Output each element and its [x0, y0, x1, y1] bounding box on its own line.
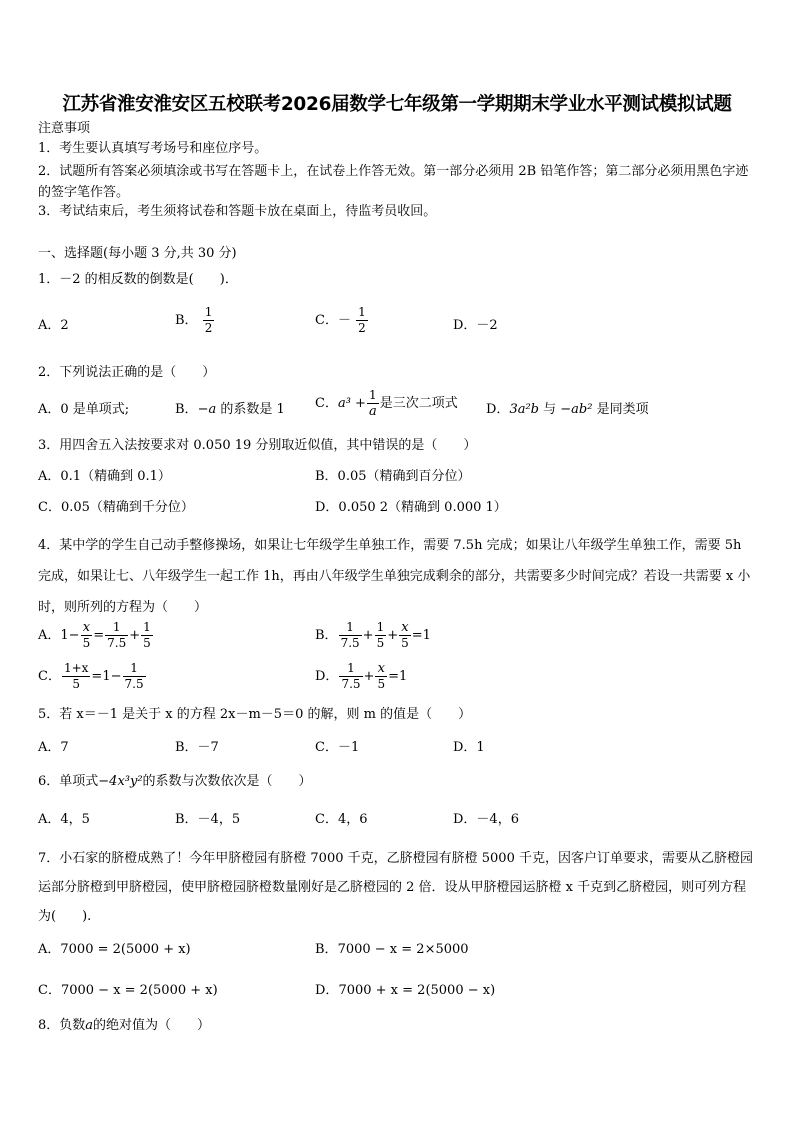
q7-option-c: C．7000 − x = 2(5000 + x) — [38, 983, 218, 998]
q5-option-c: C．－1 — [315, 740, 360, 755]
page-title: 江苏省淮安淮安区五校联考2026届数学七年级第一学期期末学业水平测试模拟试题 — [62, 94, 732, 115]
q7-option-d: D．7000 + x = 2(5000 − x) — [315, 983, 496, 998]
q6-option-b: B．－4，5 — [175, 812, 241, 827]
q7-option-b: B．7000 − x = 2×5000 — [315, 942, 469, 957]
q2-option-a: A．0 是单项式; — [38, 402, 130, 417]
q1-b-fraction: $\frac{1}{2}$ — [204, 305, 213, 335]
note-3: 3．考试结束后，考生须将试卷和答题卡放在桌面上，待监考员收回。 — [38, 204, 437, 219]
q1-c-label: C．－ — [315, 313, 351, 328]
note-1: 1．考生要认真填写考场号和座位序号。 — [38, 141, 268, 156]
notes-heading: 注意事项 — [38, 121, 91, 136]
q2-stem: 2．下列说法正确的是（ ） — [38, 365, 216, 380]
section-heading: 一、选择题(每小题 3 分,共 30 分) — [38, 246, 237, 261]
q7-option-a: A．7000 = 2(5000 + x) — [38, 942, 191, 957]
q1-option-d: D．－2 — [453, 318, 498, 333]
q4-option-a: A．1− $\frac{x}{5}$ = $\frac{1}{7.5}$ + $\frac{1}{5}$ — [38, 620, 151, 650]
q2-option-c: C．a³ + $\frac{1}{a}$ 是三次二项式 — [315, 388, 458, 419]
q4-option-b: B． $\frac{1}{7.5}$ + $\frac{1}{5}$ + $\frac{x}{5}$ =1 — [315, 620, 431, 650]
q3-option-d: D．0.050 2（精确到 0.000 1） — [315, 500, 507, 515]
q5-option-d: D．1 — [453, 740, 485, 755]
q3-stem: 3．用四舍五入法按要求对 0.050 19 分别取近似值，其中错误的是（ ） — [38, 438, 477, 453]
q2-option-b: B．−a 的系数是 1 — [175, 402, 285, 417]
q1-option-a: A．2 — [38, 318, 69, 333]
q1-c-fraction: $\frac{1}{2}$ — [358, 305, 366, 335]
q6-option-c: C．4，6 — [315, 812, 368, 827]
q4-option-c: C． $\frac{1+x}{5}$ =1− $\frac{1}{7.5}$ — [38, 661, 144, 691]
q1-b-label: B． — [175, 313, 198, 328]
q6-stem: 6．单项式−4x³y²的系数与次数依次是（ ） — [38, 774, 312, 789]
q1-option-b — [175, 305, 215, 336]
q3-option-c: C．0.05（精确到千分位） — [38, 500, 194, 515]
q8-stem: 8．负数a的绝对值为（ ） — [38, 1018, 211, 1033]
q1-option-c — [315, 305, 369, 336]
q7-stem: 7．小石家的脐橙成熟了！今年甲脐橙园有脐橙 7000 千克，乙脐橙园有脐橙 5000 千克，因客户订单要求，需要从乙脐橙园运部分脐橙到甲脐橙园，使甲脐橙园脐橙数量刚好是乙脐橙园的 2 倍．设从甲脐橙园运脐橙 x 千克到乙脐橙园，则可列方程为( ). — [38, 851, 753, 924]
q5-option-a: A．7 — [38, 740, 69, 755]
q6-option-a: A．4，5 — [38, 812, 90, 827]
q3-option-a: A．0.1（精确到 0.1） — [38, 469, 171, 484]
q4-option-d: D． $\frac{1}{7.5}$ + $\frac{x}{5}$ =1 — [315, 661, 408, 691]
q5-option-b: B．－7 — [175, 740, 219, 755]
q4-stem: 4．某中学的学生自己动手整修操场，如果让七年级学生单独工作，需要 7.5h 完成；如果让八年级学生单独工作，需要 5h 完成，如果让七、八年级学生一起工作 1h，再由八年级学生单独完成剩余的部分，共需要多少时间完成？若设一共需要 x 小时，则所列的方程为（ ） — [38, 538, 751, 615]
note-2: 2．试题所有答案必须填涂或书写在答题卡上，在试卷上作答无效。第一部分必须用 2B 铅笔作答；第二部分必须用黑色字迹的签字笔作答。 — [38, 164, 749, 200]
q1-stem: 1．－2 的相反数的倒数是( )． — [38, 272, 238, 287]
q5-stem: 5．若 x＝－1 是关于 x 的方程 2x－m－5＝0 的解，则 m 的值是（ ） — [38, 707, 472, 722]
q3-option-b: B．0.05（精确到百分位） — [315, 469, 471, 484]
q2-option-d: D．3a²b 与 −ab² 是同类项 — [486, 402, 649, 417]
q6-option-d: D．－4，6 — [453, 812, 519, 827]
